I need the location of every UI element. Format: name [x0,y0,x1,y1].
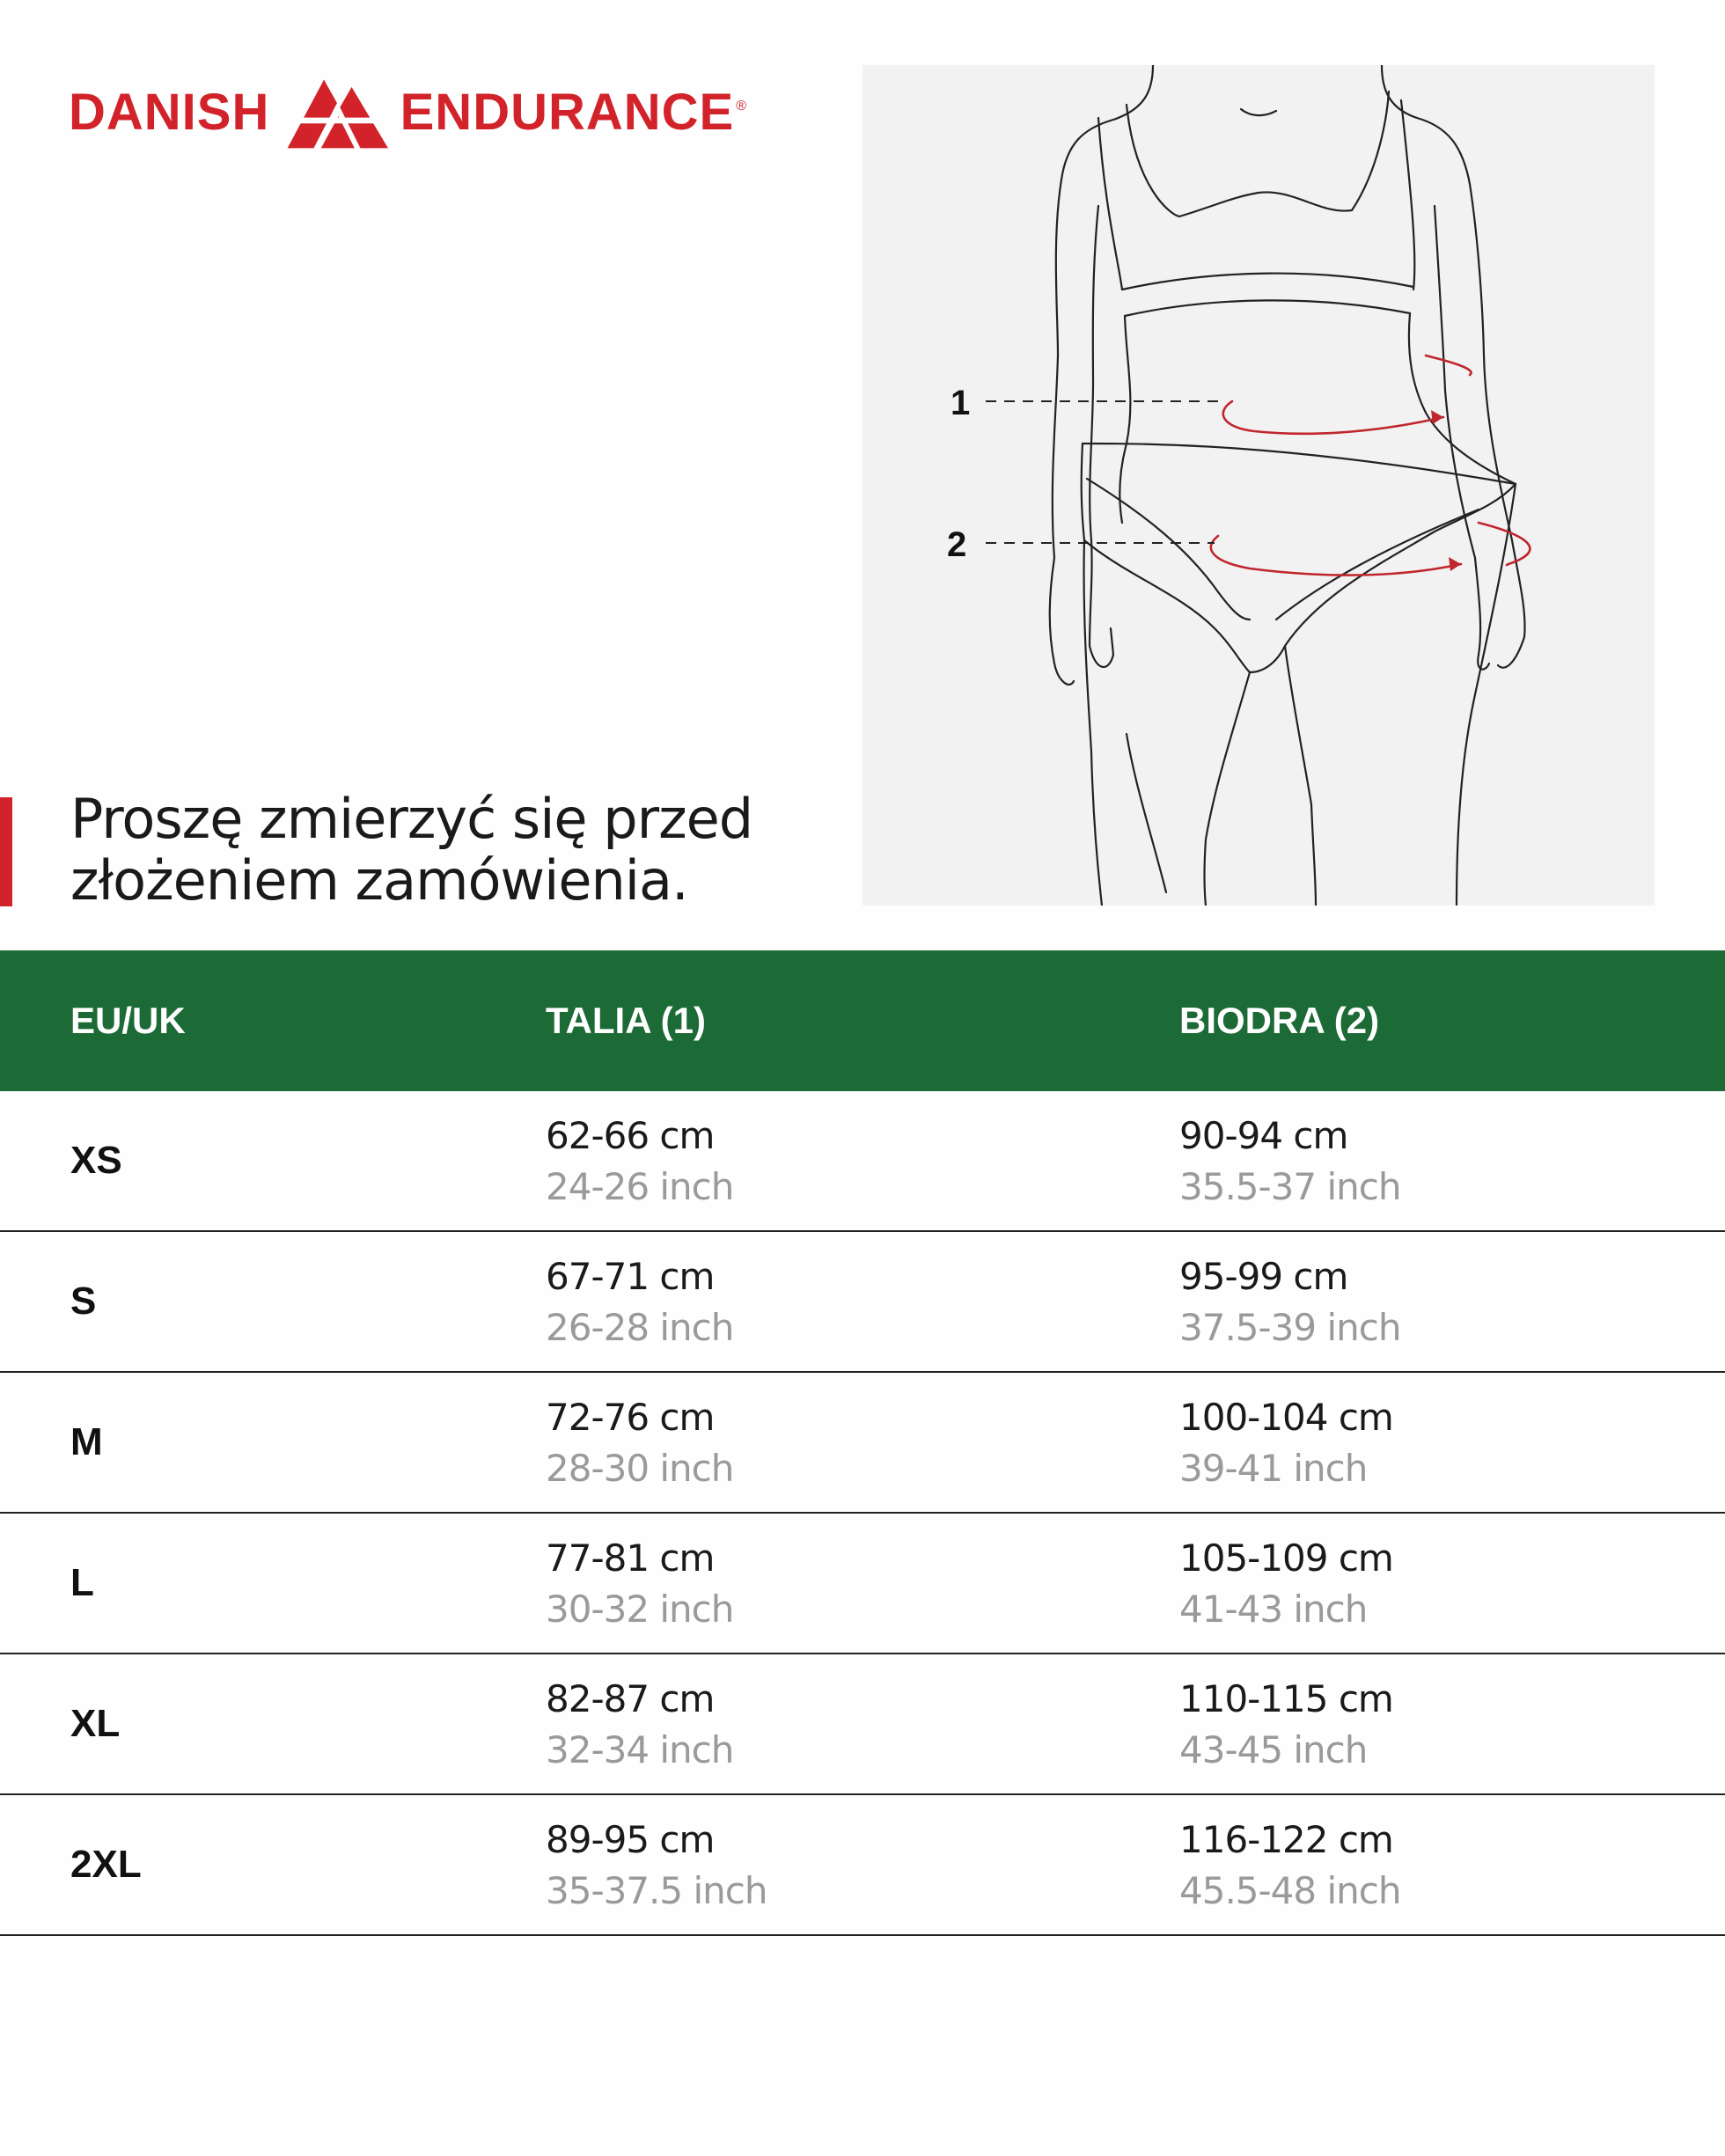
waist-cell [546,1251,733,1353]
headline [70,788,845,912]
header-size: EU/UK [70,1000,186,1041]
hips-cm: 95-99 cm [1179,1255,1348,1298]
hips-arrow-icon [1449,557,1461,571]
hips-cm: 90-94 cm [1179,1114,1348,1157]
marker-2-label: 2 [947,525,967,564]
hips-inch: 43-45 inch [1179,1728,1368,1771]
size-label: L [70,1561,94,1604]
waist-inch: 35-37.5 inch [546,1869,767,1912]
headline-line-1: Proszę zmierzyć się przed [70,787,753,851]
body-outline-illustration [862,65,1655,906]
waist-inch: 26-28 inch [546,1306,734,1349]
logo-word-left: DANISH [69,83,270,141]
table-row [0,1091,1725,1232]
table-row [0,1232,1725,1373]
hips-inch: 35.5-37 inch [1179,1165,1401,1208]
size-label: XL [70,1702,121,1745]
size-label: XS [70,1139,122,1182]
waist-cm: 67-71 cm [546,1255,715,1298]
waist-cell [546,1111,733,1213]
waist-cm: 62-66 cm [546,1114,715,1157]
hips-cell [1179,1251,1400,1353]
size-table-header [0,950,1725,1091]
waist-inch: 24-26 inch [546,1165,734,1208]
measurement-figure-panel [862,65,1655,906]
size-label: M [70,1420,103,1463]
hips-cell [1179,1111,1400,1213]
header-hips: BIODRA (2) [1179,1000,1380,1041]
waist-cm: 89-95 cm [546,1818,715,1861]
hips-cell [1179,1392,1393,1494]
waist-cm: 82-87 cm [546,1677,715,1720]
size-label: 2XL [70,1843,142,1886]
brand-logo [69,63,746,160]
logo-word-right: ENDURANCE [400,83,735,141]
waist-cell [546,1533,733,1635]
hips-cm: 105-109 cm [1179,1536,1393,1580]
waist-inch: 32-34 inch [546,1728,734,1771]
hips-cell [1179,1533,1393,1635]
hips-cell [1179,1815,1400,1917]
table-row [0,1795,1725,1936]
waist-cm: 77-81 cm [546,1536,715,1580]
waist-inch: 28-30 inch [546,1447,734,1490]
table-row [0,1514,1725,1654]
hips-cm: 110-115 cm [1179,1677,1393,1720]
waist-arrow-icon [1431,410,1443,424]
hips-cell [1179,1674,1393,1776]
hips-cm: 100-104 cm [1179,1396,1393,1439]
mountain-logo-icon [282,66,391,158]
waist-cell [546,1815,767,1917]
headline-line-2: złożeniem zamówienia. [70,848,688,913]
waist-inch: 30-32 inch [546,1588,734,1631]
marker-1-label: 1 [951,384,971,422]
waist-cell [546,1392,733,1494]
registered-mark: ® [736,99,746,114]
hips-inch: 45.5-48 inch [1179,1869,1401,1912]
hips-inch: 41-43 inch [1179,1588,1368,1631]
header-waist: TALIA (1) [546,1000,706,1041]
hips-inch: 39-41 inch [1179,1447,1368,1490]
size-table-body [0,1091,1725,1936]
headline-accent-bar [0,797,12,906]
size-label: S [70,1280,97,1323]
table-row [0,1654,1725,1795]
hips-inch: 37.5-39 inch [1179,1306,1401,1349]
waist-cell [546,1674,733,1776]
waist-cm: 72-76 cm [546,1396,715,1439]
table-row [0,1373,1725,1514]
hips-cm: 116-122 cm [1179,1818,1393,1861]
